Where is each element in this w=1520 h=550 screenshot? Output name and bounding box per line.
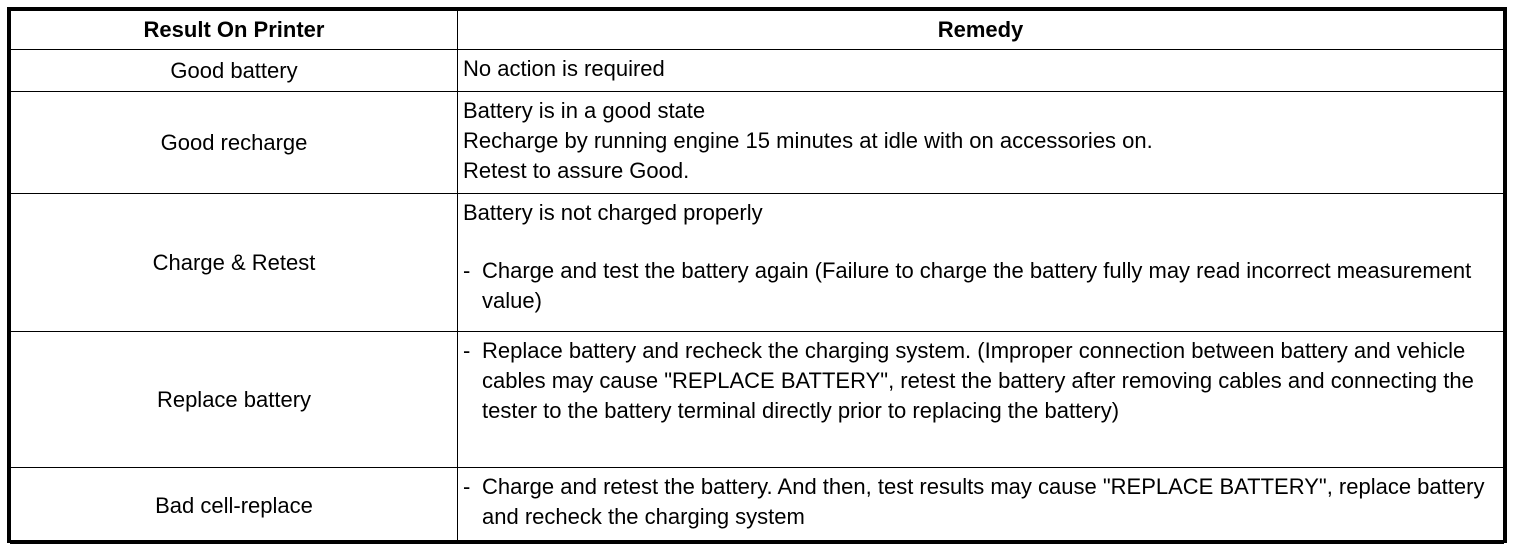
result-cell: Good battery — [11, 50, 458, 92]
result-cell: Charge & Retest — [11, 194, 458, 332]
dash-marker: - — [463, 338, 477, 363]
remedy-bullet — [463, 256, 1495, 316]
remedy-cell — [458, 92, 1504, 194]
header-remedy: Remedy — [458, 11, 1504, 50]
table-row — [11, 332, 1504, 468]
remedy-cell — [458, 468, 1504, 544]
remedy-cell — [458, 332, 1504, 468]
remedy-line: Battery is in a good state — [463, 98, 706, 123]
remedy-bullet-text: Replace battery and recheck the charging system. (Improper connection between battery and vehicle cables may cause "REPLACE BATTERY", retest the battery after removing cables and connecting the tester to the battery terminal directly prior to replacing the battery) — [482, 338, 1474, 423]
result-cell: Good recharge — [11, 92, 458, 194]
battery-test-result-table — [10, 10, 1504, 544]
result-cell: Bad cell-replace — [11, 468, 458, 544]
dash-marker: - — [463, 474, 477, 499]
remedy-line: Retest to assure Good. — [463, 158, 690, 183]
table-row — [11, 468, 1504, 544]
table-header-row — [11, 11, 1504, 50]
remedy-bullet-text: Charge and test the battery again (Failure to charge the battery fully may read incorrect measurement value) — [482, 258, 1472, 313]
remedy-line: No action is required — [463, 56, 665, 81]
remedy-bullet — [463, 472, 1495, 532]
remedy-bullet — [463, 336, 1495, 426]
result-cell: Replace battery — [11, 332, 458, 468]
paragraph-gap — [463, 228, 1495, 256]
table-row — [11, 194, 1504, 332]
remedy-cell — [458, 194, 1504, 332]
table-row — [11, 50, 1504, 92]
remedy-bullet-text: Charge and retest the battery. And then, test results may cause "REPLACE BATTERY", replace battery and recheck the charging system — [482, 474, 1485, 529]
dash-marker: - — [463, 258, 477, 283]
header-result-on-printer: Result On Printer — [11, 11, 458, 50]
remedy-line: Battery is not charged properly — [463, 200, 763, 225]
table-row — [11, 92, 1504, 194]
remedy-cell — [458, 50, 1504, 92]
battery-test-result-table-frame — [7, 7, 1507, 543]
remedy-line: Recharge by running engine 15 minutes at idle with on accessories on. — [463, 128, 1153, 153]
